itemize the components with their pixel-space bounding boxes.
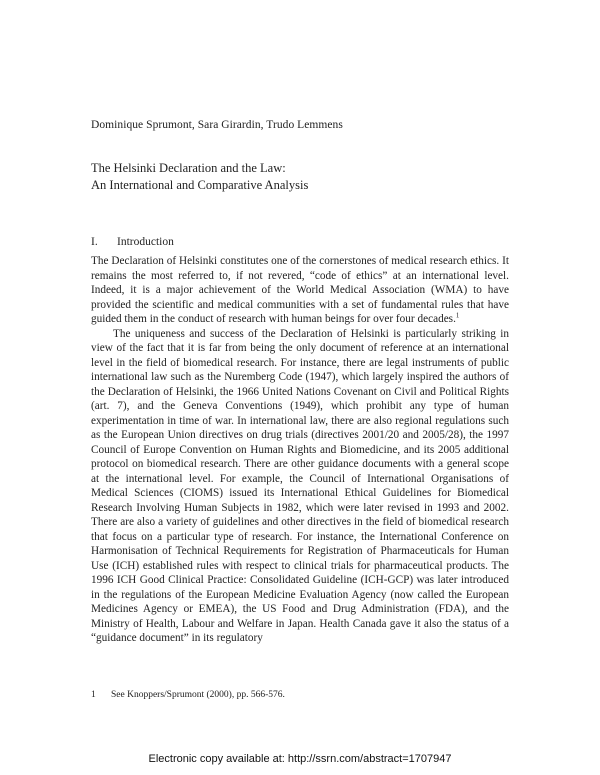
chapter-title-line-1: The Helsinki Declaration and the Law: bbox=[91, 161, 286, 175]
chapter-title-line-2: An International and Comparative Analysis bbox=[91, 178, 309, 192]
body-text bbox=[91, 254, 509, 646]
ssrn-availability-notice: Electronic copy available at: http://ssrn.com/abstract=1707947 bbox=[148, 753, 452, 765]
author-list: Dominique Sprumont, Sara Girardin, Trudo Lemmens bbox=[91, 119, 343, 131]
paragraph-1-text: The Declaration of Helsinki constitutes one of the cornerstones of medical research ethics. It remains the most referred to, if not revered, “code of ethics” at an international level. Indeed, it is a major achievement of the World Medical Association (WMA) to have provided the scientific and medical communities with a set of fundamental rules that have guided them in the conduct of research with human beings for over four decades. bbox=[91, 255, 509, 325]
paragraph-2: The uniqueness and success of the Declaration of Helsinki is particularly striking in view of the fact that it is far from being the only document of reference at an international level in the field of biomedical research. For instance, there are legal instruments of public international law such as the Nuremberg Code (1947), which largely inspired the authors of the Declaration of Helsinki, the 1966 United Nations Covenant on Civil and Political Rights (art. 7), and the Geneva Conventions (1949), which prohibit any type of human experimentation in time of war. In international law, there are also regional regulations such as the European Union directives on drug trials (directives 2001/20 and 2005/28), the 1997 Council of Europe Convention on Human Rights and Biomedicine, and its 2005 additional protocol on biomedical research. There are other guidance documents with a general scope at the international level. For example, the Council of International Organisations of Medical Sciences (CIOMS) issued its International Ethical Guidelines for Biomedical Research Involving Human Subjects in 1982, which were later revised in 1993 and 2002. There are also a variety of guidelines and other directives in the field of biomedical research that focus on a particular type of research. For instance, the International Conference on Harmonisation of Technical Requirements for Registration of Pharmaceuticals for Human Use (ICH) established rules with respect to clinical trials for pharmaceutical products. The 1996 ICH Good Clinical Practice: Consolidated Guideline (ICH-GCP) was later introduced in the regulations of the European Medicine Evaluation Agency (now called the European Medicines Agency or EMEA), the US Food and Drug Administration (FDA), and the Ministry of Health, Labour and Welfare in Japan. Health Canada gave it also the status of a “guidance document” in its regulatory bbox=[91, 327, 509, 644]
section-number: I. bbox=[91, 236, 98, 248]
footnote-marker: 1 bbox=[455, 311, 460, 320]
paragraph-1 bbox=[91, 254, 509, 327]
section-heading bbox=[91, 236, 174, 248]
chapter-title bbox=[91, 160, 308, 194]
footnote-text: See Knoppers/Sprumont (2000), pp. 566-576. bbox=[111, 690, 285, 700]
footnote bbox=[91, 690, 285, 700]
section-title: Introduction bbox=[117, 236, 174, 248]
footnote-number: 1 bbox=[91, 690, 96, 700]
